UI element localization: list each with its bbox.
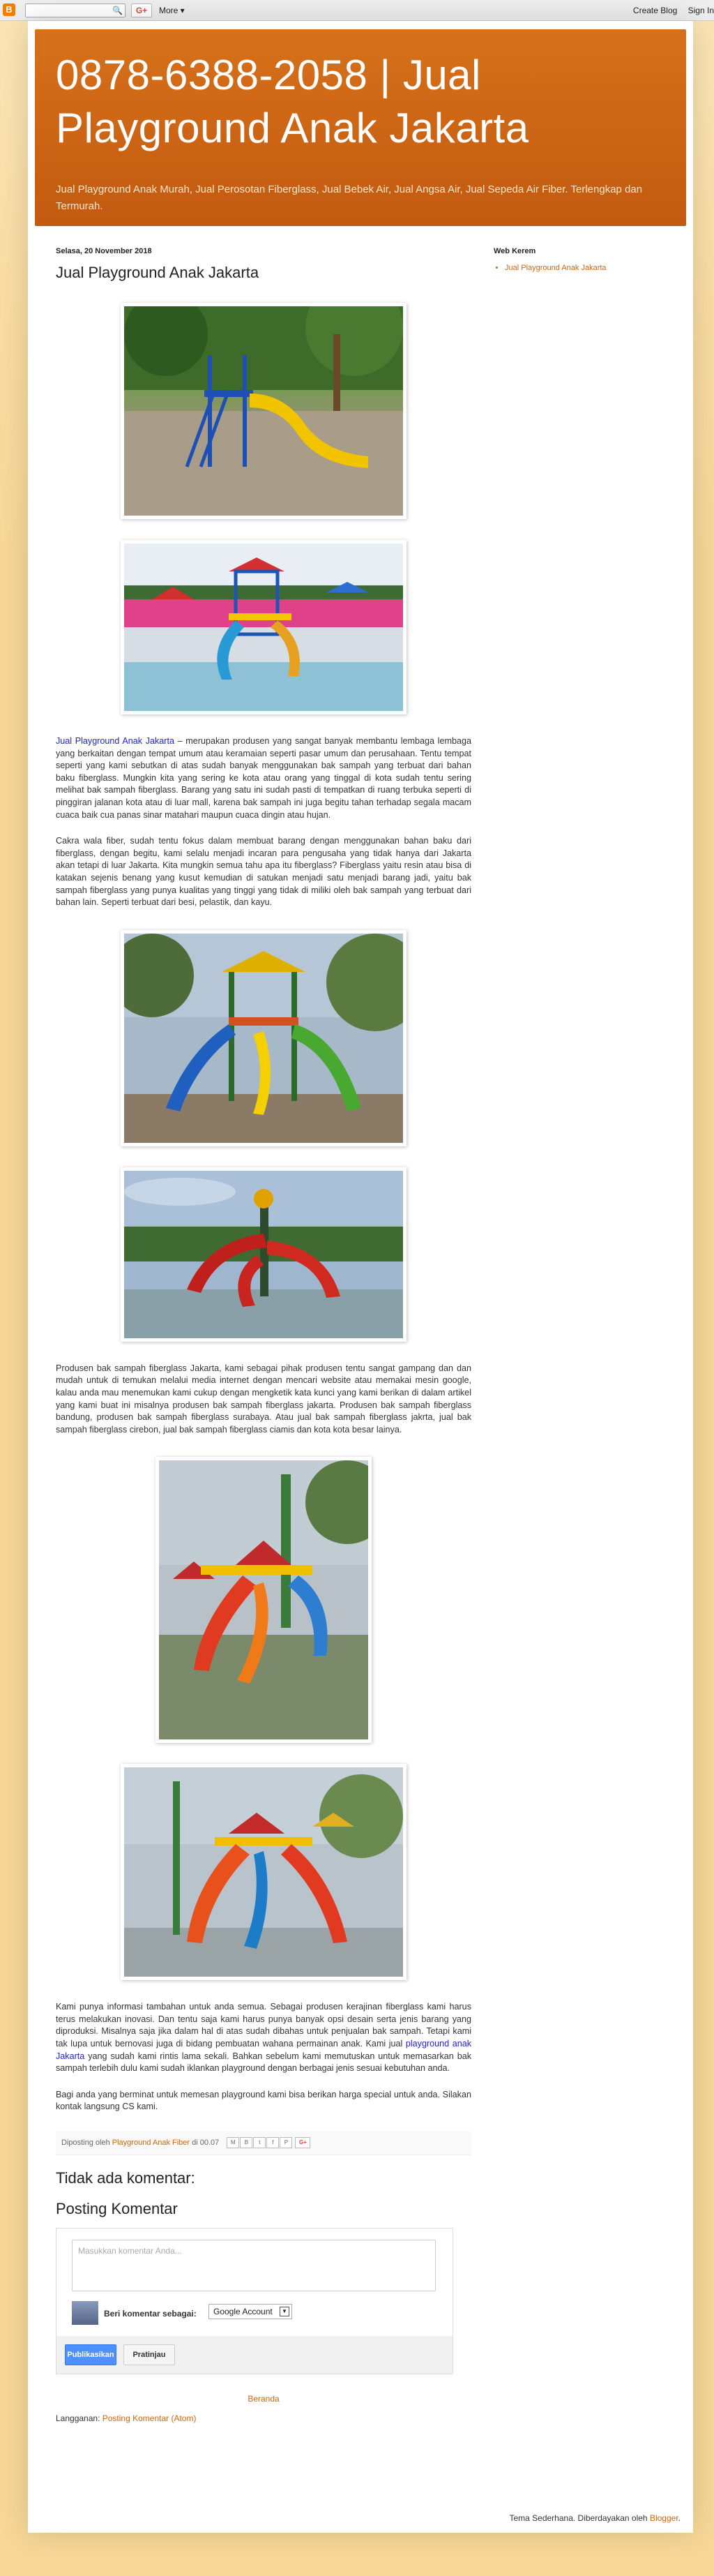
- blog-header: [35, 29, 686, 226]
- create-blog-link[interactable]: Create Blog: [632, 6, 678, 15]
- post-paragraph-2: Cakra wala fiber, sudah tentu fokus dalam membuat barang dengan menggunakan bahan baku dari fiberglass, dengan begitu, kami selalu menjadi incaran para pengusaha yang tidak hanya dari Jakarta akan tetapi di luar Jakarta. Kita mungkin semua tahu apa itu fiberglass? Fiberglass yaitu resin atau bisa di katakan sejenis benang yang kusut kemudian di satukan menjadi satu menjadi barang jadi, yaitu bak sampah fiberglass yang punya kualitas yang tinggi yang tidak di miliki oleh bak sampah yang terbuat dari bahan lain. Seperti terbuat dari besi, pelastik, dan kayu.: [56, 836, 471, 908]
- posted-by-label: Diposting oleh: [61, 2138, 110, 2147]
- paragraph-1-text: – merupakan produsen yang sangat banyak membantu lembaga lembaga yang berkaitan dengan tempat umum atau keramaian seperti pasar umum dan perusahaan. Tentu tempat seperti yang kami sebutkan di atas sudah banyak menggunakan bak sampah yang terbuat dari bahan baku fiberglass. Mungkin kita yang sering ke kota atau orang yang tinggal di kota sudah tentu sering melihat bak sampah fiberglass. Barang yang satu ini sudah pasti di tempatkan di ruang terbuka seperti di pinggiran jalanan kota atau di luar mall, karena bak sampah ini juga begitu tahan terhadap segala macam cuaca baik cua panas sinar matahari maupun cuaca dingin atau hujan.: [56, 736, 471, 820]
- main-column: [56, 247, 471, 2423]
- attribution: [28, 2513, 693, 2523]
- post-image-6[interactable]: [121, 1764, 407, 1980]
- paragraph-4b-text: yang sudah kami rintis lama sekali. Bahkan sebelum kami memutuskan untuk memasarkan bak sampah terlebih dulu kami sudah iklankan playground dengan berbagai jenis sesuai kebutuhan anda.: [56, 2051, 471, 2074]
- account-select[interactable]: [208, 2304, 292, 2319]
- playground-link-2[interactable]: playground anak Jakarta: [56, 2039, 471, 2061]
- post-image-4[interactable]: [121, 1167, 407, 1342]
- comment-input[interactable]: Masukkan komentar Anda...: [72, 2240, 436, 2291]
- paragraph-4a-text: Kami punya informasi tambahan untuk anda semua. Sebagai produsen kerajinan fiberglass kami harus terus melakukan inovasi. Dan tentu saja kami harus punya banyak opsi desain serta jenis barang yang diproduksi. Misalnya saja jika dalam hal di atas sudah dibahas untuk penjualan bak sampah. Tetapi kami tak lupa untuk bernovasi juga di bidang pembuatan wahana permainan anak. Kami jual: [56, 2002, 471, 2049]
- post-paragraph-3: Produsen bak sampah fiberglass Jakarta, kami sebagai pihak produsen tentu sangat gampang dan dan mudah untuk di temukan melalui media internet dengan mencari website atau memakai mesin google, kalau anda mau menemukan kami cukup dengan mengketik kata kunci yang kami berikan di dalam artikel yang kami buat ini misalnya produsen bak sampah fiberglass jakarta. Produsen bak sampah fiberglass bandung, produsen bak sampah fiberglass surabaya. Atau jual bak sampah fiberglass jakrta, jual bak sampah fiberglass cirebon, jual bak sampah fiberglass ciamis dan kota kota besar lainya.: [56, 1363, 471, 1435]
- blogger-logo-icon[interactable]: B: [3, 3, 15, 16]
- gplus-share-button[interactable]: G+: [131, 3, 152, 17]
- sidebar-item-link[interactable]: Jual Playground Anak Jakarta: [505, 264, 607, 272]
- avatar: [72, 2301, 98, 2325]
- account-select-value: Google Account: [213, 2307, 273, 2317]
- playground-link-1[interactable]: Jual Playground Anak Jakarta: [56, 736, 174, 746]
- pinterest-share-icon[interactable]: P: [280, 2137, 292, 2148]
- blog-description: Jual Playground Anak Murah, Jual Perosotan Fiberglass, Jual Bebek Air, Jual Angsa Air, Jual Sepeda Air Fiber. Terlengkap dan Termurah.: [56, 184, 643, 212]
- post-time-link[interactable]: 00.07: [199, 2138, 220, 2147]
- page-container: [28, 21, 693, 2533]
- subscribe-link[interactable]: Posting Komentar (Atom): [102, 2413, 197, 2424]
- at-label: di: [192, 2138, 198, 2147]
- blog-title[interactable]: 0878-6388-2058 | Jual Playground Anak Jakarta: [56, 52, 529, 151]
- comment-form: [56, 2228, 453, 2374]
- post-image-5[interactable]: [155, 1457, 372, 1743]
- navbar-search-input[interactable]: [25, 3, 126, 17]
- post-date: Selasa, 20 November 2018: [56, 247, 152, 255]
- sidebar-list: [494, 264, 668, 272]
- comment-as-label: Beri komentar sebagai:: [104, 2309, 197, 2319]
- sign-in-link[interactable]: Sign In: [688, 6, 714, 15]
- author-link[interactable]: Playground Anak Fiber: [112, 2138, 190, 2147]
- subscribe-row: [56, 2413, 471, 2423]
- publish-button[interactable]: Publikasikan: [65, 2344, 116, 2365]
- attribution-text: Tema Sederhana. Diberdayakan oleh: [509, 2513, 648, 2523]
- search-icon[interactable]: 🔍: [112, 6, 123, 15]
- subscribe-label: Langganan:: [56, 2413, 100, 2424]
- post-comment-heading: Posting Komentar: [56, 2200, 178, 2218]
- post-title: Jual Playground Anak Jakarta: [56, 264, 259, 281]
- post-image-1[interactable]: [121, 303, 407, 519]
- preview-button[interactable]: Pratinjau: [123, 2344, 175, 2365]
- sidebar: [494, 247, 668, 272]
- blogthis-share-icon[interactable]: B: [240, 2137, 252, 2148]
- home-link-row: [56, 2394, 471, 2404]
- navbar-account-links: [633, 6, 714, 15]
- home-link[interactable]: Beranda: [248, 2394, 280, 2404]
- email-share-icon[interactable]: M: [227, 2137, 239, 2148]
- share-buttons: [227, 2137, 311, 2148]
- sidebar-title: Web Kerem: [494, 247, 536, 255]
- no-comments-heading: Tidak ada komentar:: [56, 2169, 195, 2187]
- sidebar-item: [505, 264, 668, 272]
- post-image-3[interactable]: [121, 930, 407, 1146]
- post-footer: [56, 2132, 471, 2155]
- more-menu-button[interactable]: More ▾: [159, 6, 185, 15]
- blogger-navbar: [0, 0, 714, 21]
- post-paragraph-4: [56, 2001, 471, 2075]
- attribution-dot: .: [678, 2513, 681, 2523]
- post-paragraph-5: Bagi anda yang berminat untuk memesan playground kami bisa berikan harga special untuk anda. Silakan kontak langsung CS kami.: [56, 2089, 471, 2112]
- chevron-down-icon[interactable]: ▼: [280, 2307, 289, 2316]
- comment-button-bar: [56, 2336, 453, 2374]
- post-paragraph-1: [56, 735, 471, 821]
- facebook-share-icon[interactable]: f: [266, 2137, 279, 2148]
- twitter-share-icon[interactable]: t: [253, 2137, 266, 2148]
- gplus-share-icon[interactable]: G+: [295, 2137, 310, 2148]
- blogger-link[interactable]: Blogger: [649, 2513, 678, 2523]
- post-image-2[interactable]: [121, 540, 407, 714]
